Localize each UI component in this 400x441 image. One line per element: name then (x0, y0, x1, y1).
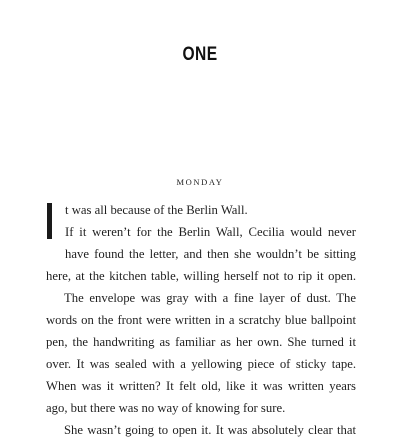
section-heading: MONDAY (176, 177, 224, 187)
text-line: have found the letter, and then she wouldn’t be sitting (65, 247, 356, 261)
text-line: t was all because of the Berlin Wall. (65, 203, 248, 217)
text-line: words on the front were written in a scratchy blue ballpoint (46, 313, 356, 327)
body-text (46, 199, 356, 441)
text-line: ago, but there was no way of knowing for sure. (46, 401, 286, 415)
text-line: If it weren’t for the Berlin Wall, Cecilia would never (65, 225, 356, 239)
text-line: She wasn’t going to open it. It was absolutely clear that (64, 423, 356, 437)
chapter-title: ONE (182, 44, 218, 65)
text-line: The envelope was gray with a fine layer of dust. The (64, 291, 356, 305)
text-line: here, at the kitchen table, willing herself not to rip it open. (46, 269, 356, 283)
drop-cap-bar (47, 203, 52, 239)
text-line: over. It was sealed with a yellowing piece of sticky tape. (46, 357, 356, 371)
text-line: pen, the handwriting as familiar as her own. She turned it (46, 335, 356, 349)
text-line: When was it written? It felt old, like it was written years (46, 379, 356, 393)
